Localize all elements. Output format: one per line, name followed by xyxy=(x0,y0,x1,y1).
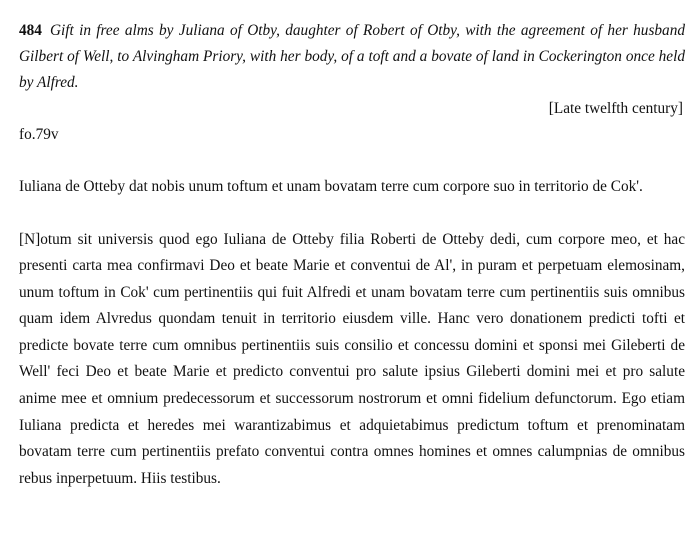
entry-number: 484 xyxy=(19,22,42,39)
entry-heading xyxy=(19,18,685,96)
entry-heading-text: Gift in free alms by Juliana of Otby, daughter of Robert of Otby, with the agreement of her husband Gilbert of Well, to Alvingham Priory, with her body, of a toft and a bovate of land in Cockerington once held by Alfred. xyxy=(19,22,685,91)
entry-date: [Late twelfth century] xyxy=(548,100,683,117)
document-page xyxy=(19,18,685,492)
folio-reference: fo.79v xyxy=(19,126,59,143)
rubric-summary: Iuliana de Otteby dat nobis unum toftum et unam bovatam terre cum corpore suo in territorio de Cok'. xyxy=(19,178,643,195)
charter-text: [N]otum sit universis quod ego Iuliana de Otteby filia Roberti de Otteby dedi, cum corpore meo, et hac presenti carta mea confirmavi Deo et beate Marie et conventui de Al', in puram et perpetuam elemosinam, unum toftum in Cok' cum pertinentiis qui fuit Alfredi et unam bovatam terre cum pertinentiis suis omnibus quam idem Alvredus quondam tenuit in territorio eiusdem ville. Hanc vero donationem predicti tofti et predicte bovate terre cum omnibus pertinentiis suis consilio et concessu domini et sponsi mei Gileberti de Well' feci Deo et beate Marie et predicto conventui pro salute ipsius Gileberti domini mei et pro salute anime mee et omnium predecessorum et successorum nostrorum et omni fidelium defunctorum. Ego etiam Iuliana predicta et heredes mei warantizabimus et adquietabimus predictum toftum et prenominatam bovatam terre cum pertinentiis prefato conventui contra omnes homines et omnes calumpnias de omnibus rebus inperpetuum. Hiis testibus. xyxy=(19,230,685,487)
